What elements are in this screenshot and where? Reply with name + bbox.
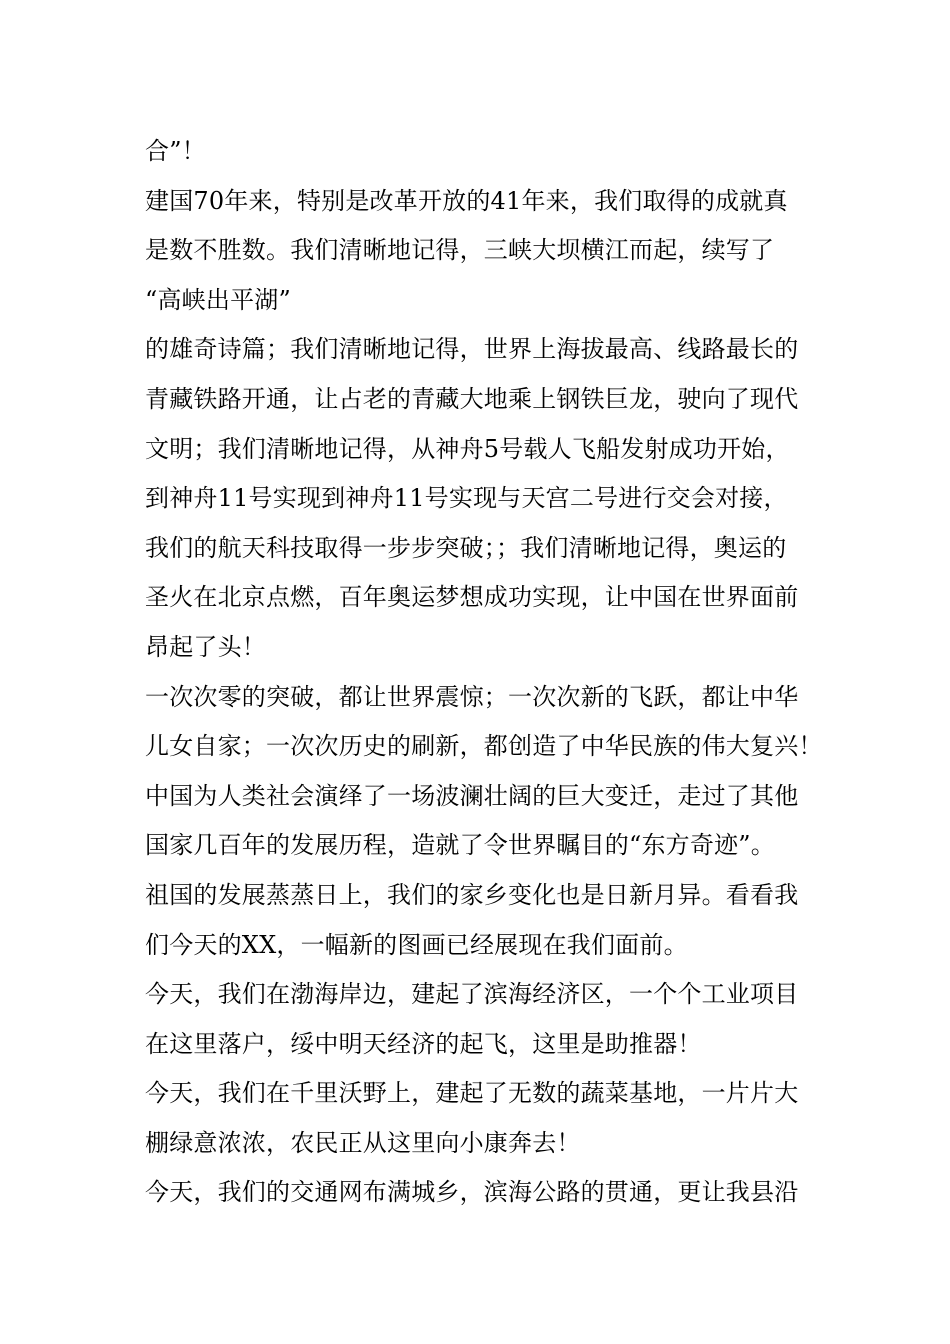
text-line: 们今天的XX，一幅新的图画已经展现在我们面前。 [145,930,688,959]
text-line: 今天，我们在千里沃野上，建起了无数的蔬菜基地，一片片大 [145,1079,799,1108]
text-line: 昂起了头！ [145,632,266,661]
text-line: 儿女自家；一次次历史的刷新，都创造了中华民族的伟大复兴！ [145,732,823,761]
text-line: 中国为人类社会演绎了一场波澜壮阔的巨大变迁，走过了其他 [145,781,799,810]
text-line: 青藏铁路开通，让占老的青藏大地乘上钢铁巨龙，驶向了现代 [145,384,799,413]
text-line: 国家几百年的发展历程，造就了令世界瞩目的“东方奇迹”。 [145,831,775,860]
text-line: 圣火在北京点燃，百年奥运梦想成功实现，让中国在世界面前 [145,583,799,612]
body-text [145,127,823,1218]
text-line: 今天，我们的交通网布满城乡，滨海公路的贯通，更让我县沿 [145,1178,799,1207]
text-line: 是数不胜数。我们清晰地记得，三峡大坝横江而起，续写了 [145,236,775,265]
text-line: 在这里落户，绥中明天经济的起飞，这里是助推器！ [145,1029,702,1058]
text-line: 到神舟11号实现到神舟11号实现与天宫二号进行交会对接， [145,484,788,513]
text-line: 合”！ [145,137,206,165]
text-line: 文明；我们清晰地记得，从神舟5号载人飞船发射成功开始， [145,434,790,463]
text-line: 一次次零的突破，都让世界震惊；一次次新的飞跃，都让中华 [145,682,799,711]
text-line: 祖国的发展蒸蒸日上，我们的家乡变化也是日新月异。看看我 [145,880,799,909]
text-line: 的雄奇诗篇；我们清晰地记得，世界上海拔最高、线路最长的 [145,335,799,364]
text-line: 建国70年来，特别是改革开放的41年来，我们取得的成就真 [145,186,788,215]
text-line: 我们的航天科技取得一步步突破；；我们清晰地记得，奥运的 [145,533,787,562]
text-line: “高峡出平湖” [145,285,291,314]
text-line: 棚绿意浓浓，农民正从这里向小康奔去！ [145,1128,581,1157]
text-line: 今天，我们在渤海岸边，建起了滨海经济区，一个个工业项目 [145,980,799,1009]
